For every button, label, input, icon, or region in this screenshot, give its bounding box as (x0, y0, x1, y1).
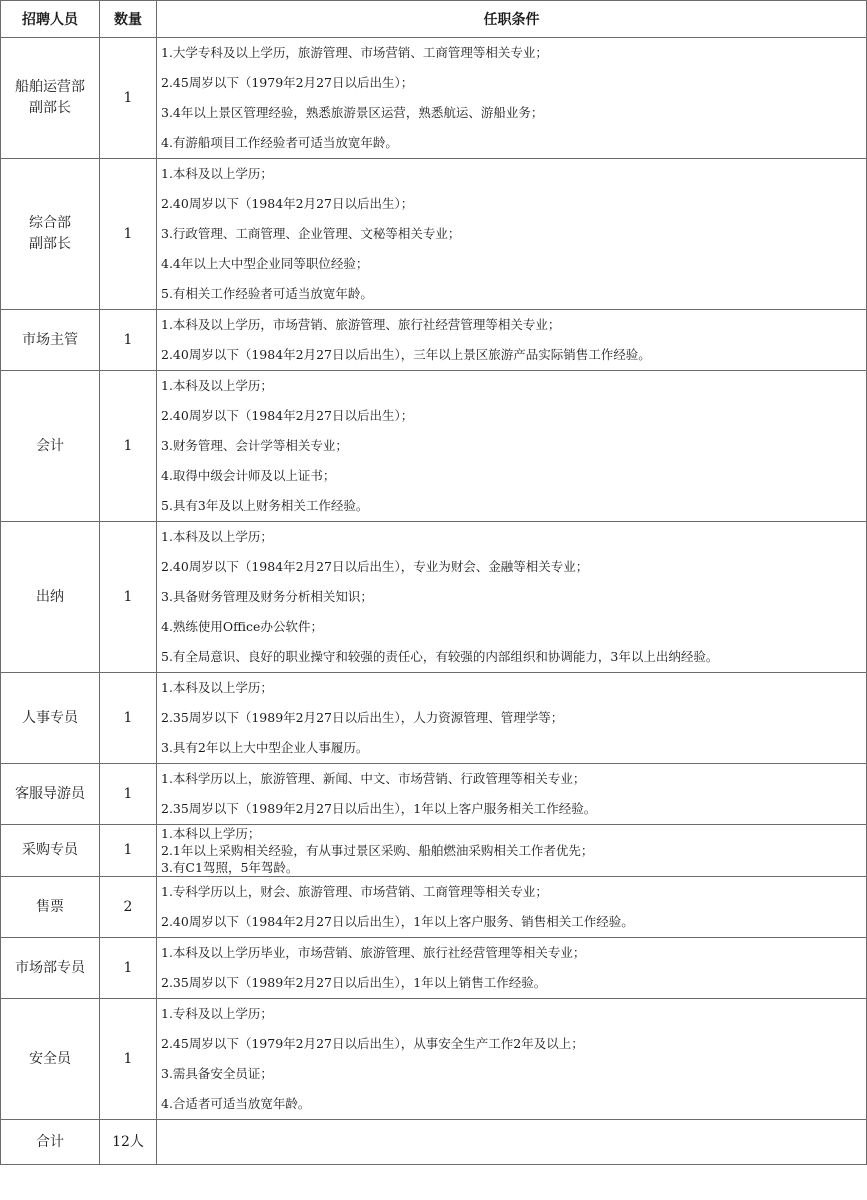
position-name: 副部长 (29, 100, 71, 116)
position-name: 市场主管 (22, 331, 78, 348)
position-cell (1, 673, 100, 764)
table-row (1, 159, 867, 310)
total-count: 12人 (100, 1120, 157, 1165)
position-cell (1, 764, 100, 825)
requirement-line: 2.40周岁以下（1984年2月27日以后出生），1年以上客户服务、销售相关工作经验。 (161, 914, 634, 929)
position-name: 船舶运营部 (15, 79, 85, 95)
requirement-line: 1.本科及以上学历； (161, 529, 273, 544)
requirement-line: 2.35周岁以下（1989年2月27日以后出生），1年以上客户服务相关工作经验。 (161, 801, 597, 816)
total-empty-cell (157, 1120, 867, 1165)
position-cell (1, 877, 100, 938)
requirement-line: 3.行政管理、工商管理、企业管理、文秘等相关专业； (161, 226, 461, 241)
requirement-line: 4.合适者可适当放宽年龄。 (161, 1096, 311, 1111)
position-name: 副部长 (29, 236, 71, 252)
requirement-line: 2.35周岁以下（1989年2月27日以后出生），1年以上销售工作经验。 (161, 975, 547, 990)
requirement-line: 2.45周岁以下（1979年2月27日以后出生）； (161, 75, 414, 90)
requirements-cell (157, 371, 867, 522)
requirement-line: 1.本科及以上学历，市场营销、旅游管理、旅行社经营管理等相关专业； (161, 317, 561, 332)
requirement-line: 3.财务管理、会计学等相关专业； (161, 438, 348, 453)
table-row (1, 38, 867, 159)
table-body (1, 38, 867, 1120)
position-name: 出纳 (36, 588, 64, 605)
count-cell: 1 (100, 938, 157, 999)
count-cell: 1 (100, 673, 157, 764)
table-row (1, 999, 867, 1120)
total-row (1, 1120, 867, 1165)
header-row (1, 1, 867, 38)
requirement-line: 1.本科及以上学历； (161, 166, 273, 181)
position-name: 会计 (36, 437, 64, 454)
count-cell: 1 (100, 522, 157, 673)
requirement-line: 2.40周岁以下（1984年2月27日以后出生）； (161, 196, 414, 211)
count-cell: 1 (100, 825, 157, 877)
table-row (1, 371, 867, 522)
requirement-line: 1.本科及以上学历； (161, 680, 273, 695)
position-cell (1, 938, 100, 999)
position-name: 综合部 (29, 215, 71, 231)
requirement-line: 1.专科及以上学历； (161, 1006, 273, 1021)
position-name: 采购专员 (22, 842, 78, 858)
header-position: 招聘人员 (1, 1, 100, 38)
requirements-cell (157, 825, 867, 877)
header-count: 数量 (100, 1, 157, 38)
requirement-line: 4.有游船项目工作经验者可适当放宽年龄。 (161, 135, 398, 150)
table-row (1, 764, 867, 825)
requirement-line: 3.具有2年以上大中型企业人事履历。 (161, 740, 369, 755)
position-cell (1, 522, 100, 673)
requirement-line: 1.专科学历以上，财会、旅游管理、市场营销、工商管理等相关专业； (161, 884, 548, 899)
table-row (1, 938, 867, 999)
requirement-line: 4.取得中级会计师及以上证书； (161, 468, 336, 483)
position-name: 客服导游员 (15, 785, 85, 802)
position-cell (1, 159, 100, 310)
position-name: 人事专员 (22, 709, 78, 726)
requirement-line: 4.熟练使用Office办公软件； (161, 619, 323, 634)
requirements-cell (157, 310, 867, 371)
count-cell: 2 (100, 877, 157, 938)
table-row (1, 522, 867, 673)
requirement-line: 3.有C1驾照，5年驾龄。 (161, 860, 299, 875)
count-cell: 1 (100, 764, 157, 825)
requirement-line: 3.需具备安全员证； (161, 1066, 273, 1081)
requirements-cell (157, 764, 867, 825)
requirements-cell (157, 877, 867, 938)
position-name: 售票 (36, 898, 64, 915)
position-name: 市场部专员 (15, 959, 85, 976)
requirements-cell (157, 159, 867, 310)
requirement-line: 2.45周岁以下（1979年2月27日以后出生），从事安全生产工作2年及以上； (161, 1036, 584, 1051)
requirement-line: 4.4年以上大中型企业同等职位经验； (161, 256, 369, 271)
table-row (1, 673, 867, 764)
requirements-cell (157, 999, 867, 1120)
position-cell (1, 371, 100, 522)
requirement-line: 5.具有3年及以上财务相关工作经验。 (161, 498, 369, 513)
requirement-line: 2.40周岁以下（1984年2月27日以后出生）； (161, 408, 414, 423)
requirement-line: 1.本科学历以上，旅游管理、新闻、中文、市场营销、行政管理等相关专业； (161, 771, 586, 786)
requirement-line: 2.40周岁以下（1984年2月27日以后出生），三年以上景区旅游产品实际销售工作经验。 (161, 347, 651, 362)
count-cell: 1 (100, 38, 157, 159)
total-label: 合计 (1, 1120, 100, 1165)
requirement-line: 2.1年以上采购相关经验，有从事过景区采购、船舶燃油采购相关工作者优先； (161, 843, 594, 858)
requirement-line: 5.有相关工作经验者可适当放宽年龄。 (161, 286, 373, 301)
position-name: 安全员 (29, 1050, 71, 1067)
table-row (1, 825, 867, 877)
requirement-line: 1.本科及以上学历毕业，市场营销、旅游管理、旅行社经营管理等相关专业； (161, 945, 586, 960)
table-row (1, 877, 867, 938)
requirements-cell (157, 38, 867, 159)
position-cell (1, 38, 100, 159)
requirements-cell (157, 938, 867, 999)
requirement-line: 2.40周岁以下（1984年2月27日以后出生），专业为财会、金融等相关专业； (161, 559, 589, 574)
requirement-line: 5.有全局意识、良好的职业操守和较强的责任心，有较强的内部组织和协调能力，3年以上出纳经验。 (161, 649, 719, 664)
count-cell: 1 (100, 159, 157, 310)
table-row (1, 310, 867, 371)
requirements-cell (157, 673, 867, 764)
requirement-line: 3.具备财务管理及财务分析相关知识； (161, 589, 373, 604)
position-cell (1, 999, 100, 1120)
requirement-line: 3.4年以上景区管理经验，熟悉旅游景区运营，熟悉航运、游船业务； (161, 105, 544, 120)
requirement-line: 1.大学专科及以上学历，旅游管理、市场营销、工商管理等相关专业； (161, 45, 548, 60)
count-cell: 1 (100, 371, 157, 522)
requirement-line: 1.本科及以上学历； (161, 378, 273, 393)
header-requirements: 任职条件 (157, 1, 867, 38)
count-cell: 1 (100, 310, 157, 371)
position-cell (1, 310, 100, 371)
position-cell (1, 825, 100, 877)
requirement-line: 2.35周岁以下（1989年2月27日以后出生），人力资源管理、管理学等； (161, 710, 564, 725)
requirements-cell (157, 522, 867, 673)
count-cell: 1 (100, 999, 157, 1120)
requirement-line: 1.本科以上学历； (161, 826, 261, 841)
